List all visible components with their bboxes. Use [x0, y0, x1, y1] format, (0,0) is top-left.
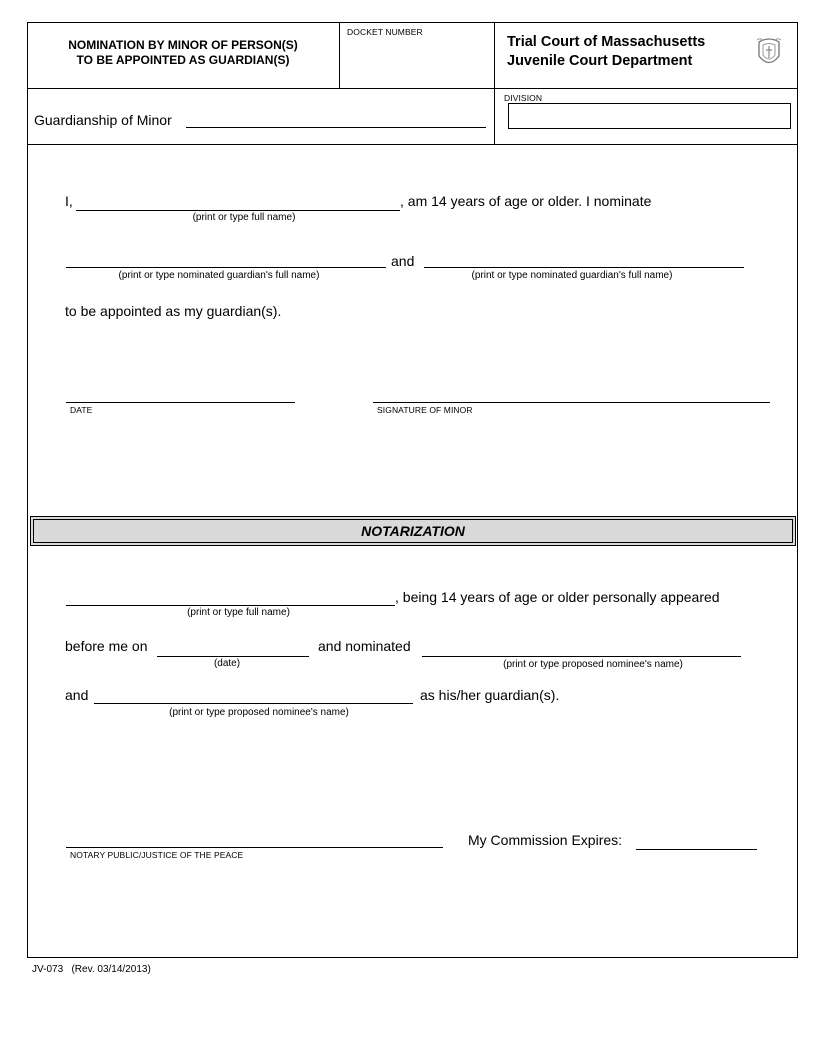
guardianship-minor-field[interactable]: [186, 127, 486, 128]
commission-expires-field[interactable]: [636, 849, 757, 850]
age-statement: , am 14 years of age or older. I nominate: [400, 193, 652, 209]
minor-name-field[interactable]: [76, 210, 400, 211]
court-name-line1: Trial Court of Massachusetts: [507, 34, 706, 50]
header-divider: [27, 88, 798, 89]
guardianship-label: Guardianship of Minor: [34, 112, 172, 128]
docket-number-label: DOCKET NUMBER: [347, 27, 423, 37]
and-word-1: and: [391, 253, 415, 269]
massachusetts-seal-icon: [754, 36, 784, 70]
appeared-text: , being 14 years of age or older personally appeared: [395, 589, 720, 605]
guardian-2-caption: (print or type nominated guardian's full name): [471, 270, 673, 281]
notarization-header: [30, 516, 796, 546]
before-me-text: before me on: [65, 638, 148, 654]
guardian-suffix: as his/her guardian(s).: [420, 687, 560, 703]
court-name-line2: Juvenile Court Department: [507, 53, 693, 69]
appeared-name-field[interactable]: [66, 605, 395, 606]
division-field[interactable]: [508, 103, 791, 129]
appeared-name-caption: (print or type full name): [187, 607, 290, 618]
form-title: [28, 38, 338, 68]
appearance-date-caption: (date): [213, 658, 241, 669]
division-label: DIVISION: [504, 93, 543, 103]
form-frame: [27, 22, 798, 958]
notarization-title: NOTARIZATION: [361, 523, 465, 539]
docket-court-divider: [494, 22, 495, 144]
guardian-1-caption: (print or type nominated guardian's full name): [118, 270, 320, 281]
guardian-2-name-field[interactable]: [424, 267, 744, 268]
court-name: [507, 33, 705, 71]
notary-label: NOTARY PUBLIC/JUSTICE OF THE PEACE: [70, 850, 244, 860]
appearance-date-field[interactable]: [157, 656, 309, 657]
nominee-2-caption: (print or type proposed nominee's name): [169, 707, 349, 718]
guardian-1-name-field[interactable]: [66, 267, 386, 268]
docket-number-field[interactable]: [341, 40, 492, 86]
commission-expires-label: My Commission Expires:: [468, 832, 623, 848]
signature-label: SIGNATURE OF MINOR: [377, 405, 473, 415]
i-prefix: I,: [65, 193, 73, 209]
form-title-line1: NOMINATION BY MINOR OF PERSON(S): [68, 38, 298, 52]
form-title-line2: TO BE APPOINTED AS GUARDIAN(S): [76, 53, 290, 67]
nominee-1-caption: (print or type proposed nominee's name): [503, 659, 683, 670]
title-docket-divider: [339, 22, 340, 88]
minor-signature-field[interactable]: [373, 402, 770, 403]
header-bottom-divider: [27, 144, 798, 145]
and-word-2: and: [65, 687, 89, 703]
nominee-1-field[interactable]: [422, 656, 741, 657]
date-label: DATE: [70, 405, 93, 415]
minor-name-caption: (print or type full name): [192, 212, 296, 223]
appointed-text: to be appointed as my guardian(s).: [65, 303, 282, 319]
date-field[interactable]: [66, 402, 295, 403]
and-nominated-text: and nominated: [318, 638, 411, 654]
nominee-2-field[interactable]: [94, 703, 413, 704]
form-code: JV-073 (Rev. 03/14/2013): [32, 964, 151, 975]
notary-signature-field[interactable]: [66, 847, 443, 848]
